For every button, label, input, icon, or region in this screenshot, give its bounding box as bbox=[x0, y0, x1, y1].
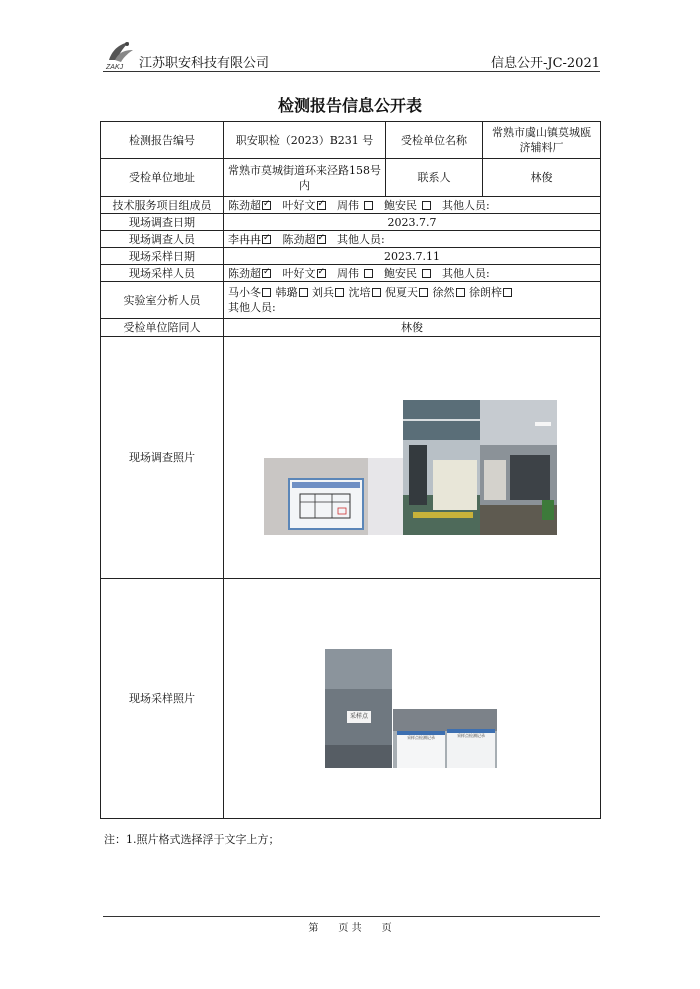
checkbox[interactable] bbox=[262, 288, 271, 297]
staff-name: 徐然 bbox=[432, 286, 455, 299]
company-logo-icon bbox=[103, 38, 137, 72]
staff-name: 陈劲超 bbox=[228, 198, 261, 212]
footnote: 注：1.照片格式选择浮于文字上方； bbox=[104, 833, 280, 846]
staff-name: 鲍安民 bbox=[384, 266, 417, 280]
staff-name: 叶好文 bbox=[282, 198, 316, 212]
report-no-label: 检测报告编号 bbox=[101, 122, 224, 159]
checkbox[interactable] bbox=[456, 288, 465, 297]
checkbox[interactable] bbox=[262, 269, 271, 278]
form-title: 采样点检测记录 bbox=[407, 735, 435, 740]
staff-name: 陈劲超 bbox=[282, 232, 316, 246]
checkbox[interactable] bbox=[262, 201, 271, 210]
checkbox[interactable] bbox=[364, 269, 373, 278]
tech-staff-label: 技术服务项目组成员 bbox=[101, 197, 224, 214]
table-row bbox=[101, 282, 601, 319]
document-number: 信息公开-JC-2021 bbox=[490, 56, 600, 71]
escort-value: 林俊 bbox=[224, 319, 601, 337]
table-row bbox=[101, 159, 601, 197]
report-no-value: 职安职检（2023）B231 号 bbox=[224, 122, 386, 159]
lab-staff-list bbox=[224, 282, 601, 319]
checkbox[interactable] bbox=[372, 288, 381, 297]
staff-name: 韩璐 bbox=[275, 286, 298, 299]
staff-name: 陈劲超 bbox=[228, 266, 261, 280]
sampling-tag: 采样点 bbox=[347, 711, 371, 723]
survey-photos-label: 现场调查照片 bbox=[101, 337, 224, 579]
table-row bbox=[101, 231, 601, 248]
page-header bbox=[103, 38, 600, 72]
address-label: 受检单位地址 bbox=[101, 159, 224, 197]
staff-name: 李冉冉 bbox=[228, 232, 261, 246]
page-footer: 第 页 共 页 bbox=[308, 923, 392, 934]
contact-label: 联系人 bbox=[386, 159, 483, 197]
checkbox[interactable] bbox=[299, 288, 308, 297]
other-staff: 其他人员: bbox=[442, 266, 490, 280]
table-row bbox=[101, 197, 601, 214]
survey-staff-label: 现场调查人员 bbox=[101, 231, 224, 248]
contact-value: 林俊 bbox=[483, 159, 601, 197]
staff-name: 倪夏天 bbox=[385, 286, 418, 299]
staff-name: 周伟 bbox=[337, 266, 359, 280]
page-title: 检测报告信息公开表 bbox=[277, 96, 422, 115]
checkbox[interactable] bbox=[317, 235, 326, 244]
survey-date-label: 现场调查日期 bbox=[101, 214, 224, 231]
other-staff: 其他人员: bbox=[442, 198, 490, 212]
sampling-photo-device bbox=[325, 649, 392, 768]
footer-divider bbox=[103, 916, 600, 917]
staff-name: 刘兵 bbox=[312, 286, 334, 299]
checkbox[interactable] bbox=[422, 269, 431, 278]
checkbox[interactable] bbox=[335, 288, 344, 297]
company-label: 受检单位名称 bbox=[386, 122, 483, 159]
lab-staff-label: 实验室分析人员 bbox=[101, 282, 224, 319]
other-staff: 其他人员: bbox=[228, 301, 276, 314]
checkbox[interactable] bbox=[364, 201, 373, 210]
escort-label: 受检单位陪同人 bbox=[101, 319, 224, 337]
survey-photo-workshop-1 bbox=[403, 400, 481, 535]
logo-text: ZAKJ bbox=[106, 64, 124, 71]
address-value: 常熟市莫城街道环来泾路158号内 bbox=[224, 159, 386, 197]
sampling-date-value: 2023.7.11 bbox=[224, 248, 601, 265]
table-row bbox=[101, 248, 601, 265]
company-name: 江苏职安科技有限公司 bbox=[139, 56, 270, 71]
checkbox[interactable] bbox=[422, 201, 431, 210]
staff-name: 叶好文 bbox=[282, 266, 316, 280]
survey-date-value: 2023.7.7 bbox=[224, 214, 601, 231]
floor-plan-icon bbox=[290, 480, 362, 528]
table-row bbox=[101, 214, 601, 231]
table-row bbox=[101, 319, 601, 337]
checkbox[interactable] bbox=[262, 235, 271, 244]
company-value: 常熟市虞山镇莫城瓯济辅料厂 bbox=[483, 122, 601, 159]
table-row bbox=[101, 122, 601, 159]
header-divider bbox=[103, 71, 600, 72]
survey-photo-workshop-2 bbox=[480, 400, 557, 535]
checkbox[interactable] bbox=[503, 288, 512, 297]
staff-name: 徐朗梓 bbox=[469, 286, 502, 299]
staff-name: 周伟 bbox=[337, 198, 359, 212]
staff-name: 马小冬 bbox=[228, 286, 261, 299]
checkbox[interactable] bbox=[317, 269, 326, 278]
tech-staff-list bbox=[224, 197, 601, 214]
sampling-staff-label: 现场采样人员 bbox=[101, 265, 224, 282]
staff-name: 鲍安民 bbox=[384, 198, 417, 212]
checkbox[interactable] bbox=[419, 288, 428, 297]
other-staff: 其他人员: bbox=[337, 232, 385, 246]
sampling-date-label: 现场采样日期 bbox=[101, 248, 224, 265]
form-title: 采样点检测记录 bbox=[457, 733, 485, 738]
sampling-photos-cell bbox=[224, 579, 601, 819]
survey-staff-list bbox=[224, 231, 601, 248]
sampling-photos-label: 现场采样照片 bbox=[101, 579, 224, 819]
sampling-staff-list bbox=[224, 265, 601, 282]
sampling-photo-forms bbox=[393, 709, 497, 768]
survey-photo-whiteboard bbox=[264, 458, 404, 535]
staff-name: 沈培 bbox=[348, 286, 371, 299]
checkbox[interactable] bbox=[317, 201, 326, 210]
table-row bbox=[101, 265, 601, 282]
